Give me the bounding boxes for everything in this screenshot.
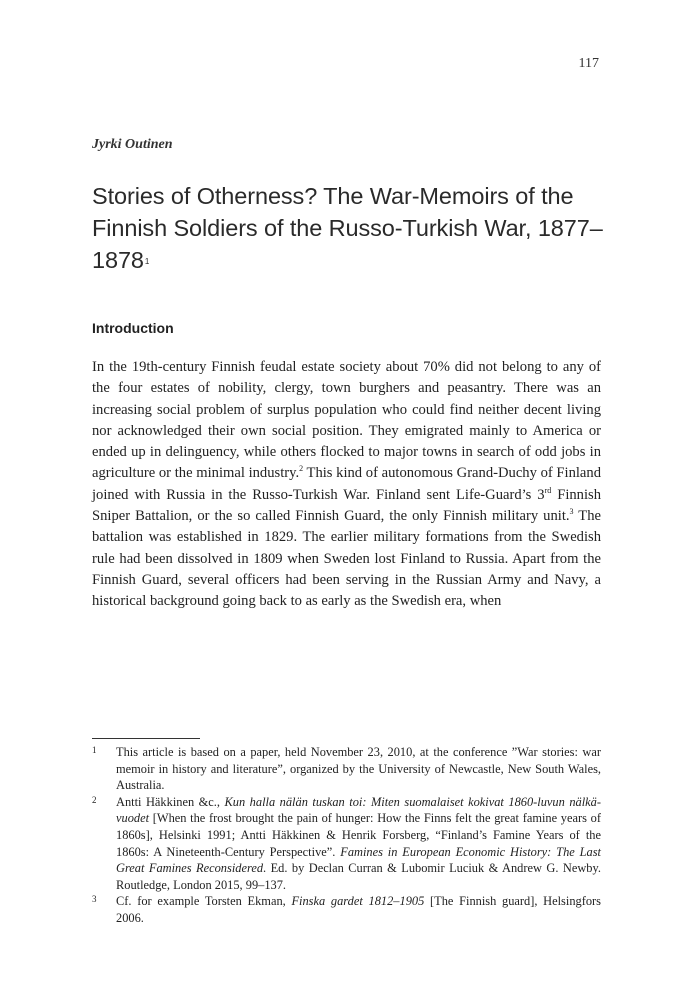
paragraph-segment: In the 19th-century Finnish feudal estate society about 70% did not belong to any of the four estates of nobility, clergy, town burghers and peasantry. There was an increasing social problem of surplus population who could find neither decent living nor acknowledged their own social position. They emigrated mainly to America or ended up in delinguency, while others flocked to major towns in search of odd jobs in agriculture or the minimal industry. bbox=[92, 359, 601, 482]
footnote-ref-2[interactable]: 2 bbox=[299, 464, 304, 474]
body-paragraph bbox=[92, 357, 601, 613]
footnote-italic-title: Finska gardet 1812–1905 bbox=[291, 894, 425, 909]
page-number: 117 bbox=[578, 56, 599, 71]
footnote-text: . Ed. by Declan Curran & Lubomir Luciuk & Andrew G. Newby. Routledge, London 2015, 99–137. bbox=[116, 861, 601, 892]
footnote-text: [When the frost brought the pain of hunger: How the Finns felt the great famine years of 1860s], Helsinki 1991; Antti Häkkinen & Henrik Forsberg, “Finland’s Famine Years of the 1860s: A Nineteenth-Century Perspective”. bbox=[116, 811, 601, 859]
footnote-3 bbox=[92, 893, 601, 926]
footnote-italic-title: Famines in European Economic History: The Last Great Famines Reconsidered bbox=[116, 844, 601, 876]
footnote-text: Antti Häkkinen &c., bbox=[116, 794, 225, 809]
footnote-ref-3[interactable]: 3 bbox=[569, 507, 574, 517]
footnote-text: Cf. for example Torsten Ekman, bbox=[116, 894, 292, 909]
footnotes-section bbox=[92, 744, 601, 927]
ordinal-suffix: rd bbox=[544, 485, 552, 495]
footnote-italic-title: Kun halla nälän tuskan toi: Miten suomalaiset kokivat 1860-luvun nälkä-vuodet bbox=[116, 794, 601, 826]
paragraph-segment: The battalion was established in 1829. The earlier military formations from the Swedish rule had been dissolved in 1809 when Sweden lost Finland to Russia. Apart from the Finnish Guard, several officers had been serving in the Russian Army and Navy, a historical background going back to as early as the Swedish era, when bbox=[92, 508, 601, 610]
article-title bbox=[92, 180, 612, 276]
footnote-marker: 3 bbox=[92, 894, 97, 905]
footnote-text: This article is based on a paper, held November 23, 2010, at the conference ”War stories: war memoir in history and literature”, organized by the University of Newcastle, New South Wales, Australia. bbox=[116, 745, 601, 793]
footnote-text: [The Finnish guard], Helsingfors 2006. bbox=[116, 894, 601, 925]
footnote-marker: 1 bbox=[92, 745, 97, 755]
title-footnote-ref[interactable]: 1 bbox=[144, 257, 150, 266]
footnote-marker: 2 bbox=[92, 794, 97, 805]
paragraph-segment: Finnish Sniper Battalion, or the so called Finnish Guard, the only Finnish military unit. bbox=[92, 486, 601, 525]
footnote-divider bbox=[92, 738, 200, 739]
footnote-2 bbox=[92, 794, 601, 894]
author-name: Jyrki Outinen bbox=[92, 137, 173, 152]
title-text: Stories of Otherness? The War-Memoirs of the Finnish Soldiers of the Russo-Turkish War, 1877–1878 bbox=[92, 183, 603, 273]
footnote-1 bbox=[92, 744, 601, 794]
section-heading: Introduction bbox=[92, 320, 174, 336]
paragraph-segment: This kind of autonomous Grand-Duchy of Finland joined with Russia in the Russo-Turkish War. Finland sent Life-Guard’s 3 bbox=[92, 465, 602, 503]
